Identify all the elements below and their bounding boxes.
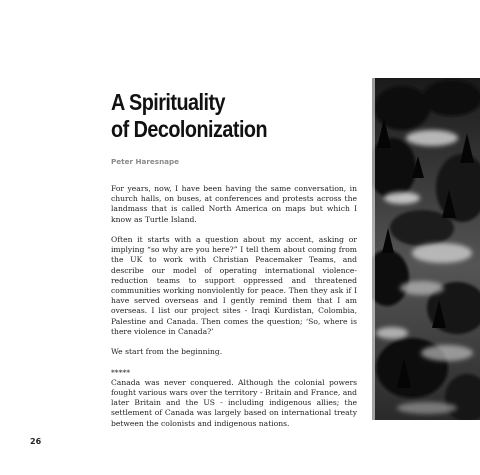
article-body [111, 184, 357, 439]
article-title-line-1: A Spirituality [111, 89, 226, 115]
paragraph-3: We start from the beginning. [111, 347, 223, 357]
page-number: 26 [30, 437, 42, 446]
paragraph-4: ***** Canada was never conquered. Although the colonial powers fought various wars over the territory - Britain and France, and later Britain and the US - including indigenous allies; the settlement of Canada was largely based on international treaty between the colonists and indigenous nations. [111, 367, 357, 428]
author-byline: Peter Haresnape [111, 157, 180, 166]
paragraph-2: Often it starts with a question about my accent, asking or implying “so why are you here?” I tell them about coming from the UK to work with Christian Peacemaker Teams, and describe our model of operating international violence-reduction teams to support oppressed and threatened communities working nonviolently for peace. Then they ask if I have served overseas and I gently remind them that I am overseas. I list our project sites - Iraqi Kurdistan, Colombia, Palestine and Canada. Then comes the question; ‘So, where is there violence in Canada?’ [111, 235, 357, 336]
article-title [111, 89, 309, 143]
landscape-photo [372, 78, 480, 420]
paragraph-1: For years, now, I have been having the same conversation, in church halls, on buses, at conferences and protests across the landmass that is called North America on maps but which I know as Turtle Island. [111, 184, 357, 224]
article-title-line-2: of Decolonization [111, 116, 268, 142]
